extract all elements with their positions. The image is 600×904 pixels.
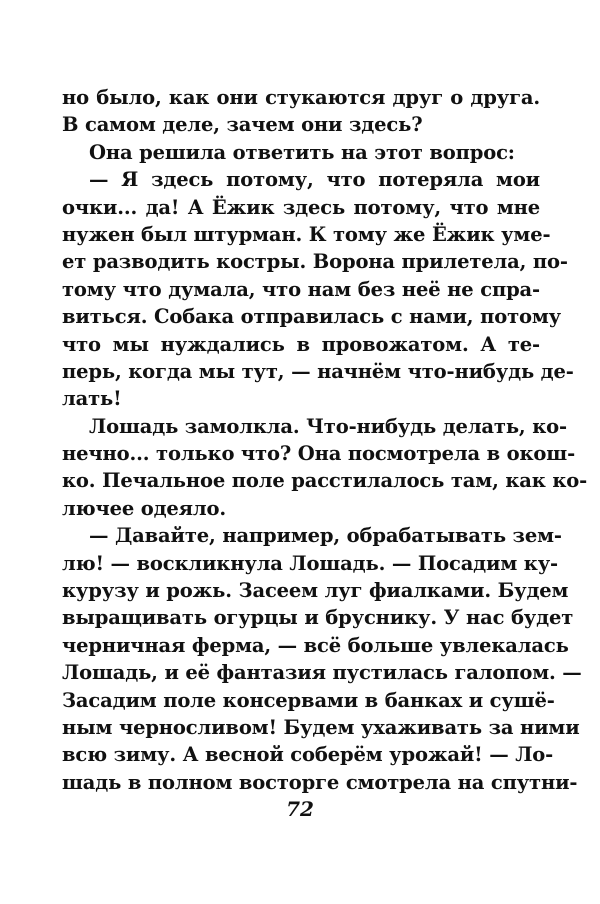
text-line: ко. Печальное поле расстилалось там, как ко- (62, 469, 588, 493)
page-number: 72 (286, 797, 314, 821)
text-line: ет разводить костры. Ворона прилетела, по- (62, 250, 568, 274)
text-line: Лошадь замолкла. Что-нибудь делать, ко- (89, 414, 567, 438)
text-line: лать! (62, 387, 122, 411)
text-line: очки... да! А Ёжик здесь потому, что мне (62, 195, 540, 219)
text-line: что мы нуждались в провожатом. А те- (62, 332, 540, 356)
text-line: — Я здесь потому, что потеряла мои (89, 168, 540, 192)
text-line: — Давайте, например, обрабатывать зем- (89, 524, 562, 548)
text-line: курузу и рожь. Засеем луг фиалками. Будем (62, 579, 569, 603)
text-line: лю! — воскликнула Лошадь. — Посадим ку- (62, 551, 558, 575)
text-line: Она решила ответить на этот вопрос: (89, 140, 515, 164)
text-line: В самом деле, зачем они здесь? (62, 113, 423, 137)
text-line: тому что думала, что нам без неё не спра- (62, 277, 540, 301)
text-line: Лошадь, и её фантазия пустилась галопом. — (62, 661, 582, 685)
text-line: черничная ферма, — всё больше увлекалась (62, 633, 569, 657)
text-line: Засадим поле консервами в банках и сушё- (62, 688, 555, 712)
text-line: шадь в полном восторге смотрела на спутни- (62, 770, 578, 794)
text-line: всю зиму. А весной соберём урожай! — Ло- (62, 743, 554, 767)
text-line: виться. Собака отправилась с нами, потому (62, 305, 561, 329)
text-line: но было, как они стукаются друг о друга. (62, 86, 540, 109)
text-line: перь, когда мы тут, — начнём что-нибудь де- (62, 359, 574, 383)
text-line: нечно... только что? Она посмотрела в окош- (62, 442, 576, 466)
text-line: нужен был штурман. К тому же Ёжик уме- (62, 222, 551, 246)
text-line: выращивать огурцы и бруснику. У нас будет (62, 606, 574, 630)
text-line: лючее одеяло. (62, 496, 227, 520)
text-line: ным черносливом! Будем ухаживать за ними (62, 715, 580, 739)
page-body-text (62, 84, 588, 796)
